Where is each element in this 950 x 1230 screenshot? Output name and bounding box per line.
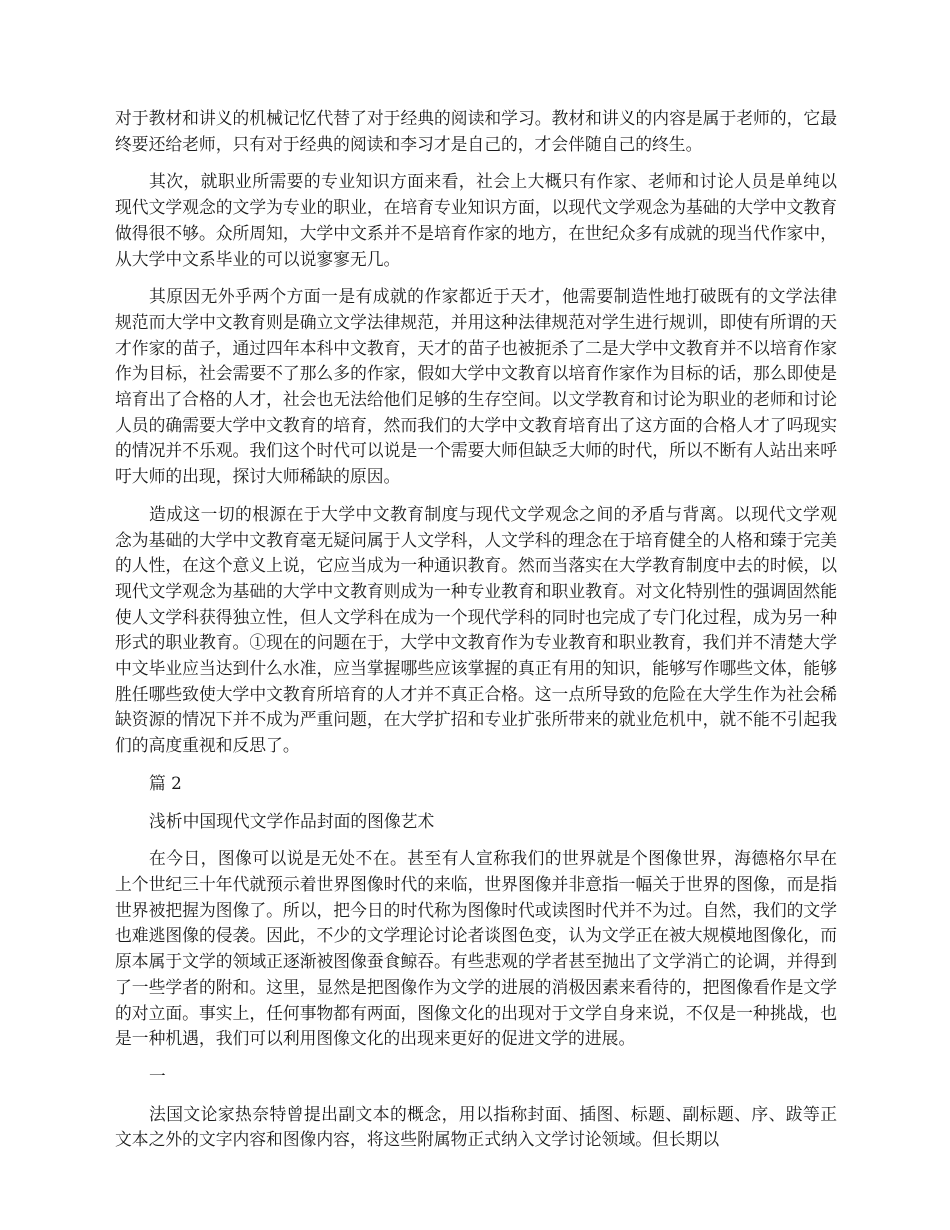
document-page [115, 106, 837, 1165]
article-title: 浅析中国现代文学作品封面的图像艺术 [149, 810, 435, 831]
paragraph: 在今日，图像可以说是无处不在。甚至有人宣称我们的世界就是个图像世界，海德格尔早在上个世纪三十年代就预示着世界图像时代的来临，世界图像并非意指一幅关于世界的图像，而是指世界被把握为图像了。所以，把今日的时代称为图像时代或读图时代并不为过。自然，我们的文学也难逃图像的侵袭。因此，不少的文学理论讨论者谈图色变，认为文学正在被大规模地图像化，而原本属于文学的领域正逐渐被图像蚕食鲸吞。有些悲观的学者甚至抛出了文学消亡的论调，并得到了一些学者的附和。这里，显然是把图像作为文学的进展的消极因素来看待的，把图像看作是文学的对立面。事实上，任何事物都有两面，图像文化的出现对于文学自身来说，不仅是一种挑战，也是一种机遇，我们可以利用图像文化的出现来更好的促进文学的进展。 [115, 848, 837, 1049]
section-number: 一 [149, 1065, 166, 1086]
paragraph: 其次，就职业所需要的专业知识方面来看，社会上大概只有作家、老师和讨论人员是单纯以现代文学观念的文学为专业的职业，在培育专业知识方面，以现代文学观念为基础的大学中文教育做得很不够。众所周知，大学中文系并不是培育作家的地方，在世纪众多有成就的现当代作家中，从大学中文系毕业的可以说寥寥无几。 [115, 171, 837, 269]
paragraph: 造成这一切的根源在于大学中文教育制度与现代文学观念之间的矛盾与背离。以现代文学观念为基础的大学中文教育毫无疑问属于人文学科，人文学科的理念在于培育健全的人格和臻于完美的人性，在这个意义上说，它应当成为一种通识教育。然而当落实在大学教育制度中去的时候，以现代文学观念为基础的大学中文教育则成为一种专业教育和职业教育。对文化特别性的强调固然能使人文学科获得独立性，但人文学科在成为一个现代学科的同时也完成了专门化过程，成为另一种形式的职业教育。①现在的问题在于，大学中文教育作为专业教育和职业教育，我们并不清楚大学中文毕业应当达到什么水准，应当掌握哪些应该掌握的真正有用的知识，能够写作哪些文体，能够胜任哪些致使大学中文教育所培育的人才并不真正合格。这一点所导致的危险在大学生作为社会稀缺资源的情况下并不成为严重问题，在大学扩招和专业扩张所带来的就业危机中，就不能不引起我们的高度重视和反思了。 [115, 503, 837, 756]
section-heading: 篇 2 [149, 772, 182, 793]
paragraph: 其原因无外乎两个方面一是有成就的作家都近于天才，他需要制造性地打破既有的文学法律规范而大学中文教育则是确立文学法律规范，并用这种法律规范对学生进行规训，即使有所谓的天才作家的苗子，通过四年本科中文教育，天才的苗子也被扼杀了二是大学中文教育并不以培育作家作为目标，社会需要不了那么多的作家，假如大学中文教育以培育作家作为目标的话，那么即使是培育出了合格的人才，社会也无法给他们足够的生存空间。以文学教育和讨论为职业的老师和讨论人员的确需要大学中文教育的培育，然而我们的大学中文教育培育出了这方面的合格人才了吗现实的情况并不乐观。我们这个时代可以说是一个需要大师但缺乏大师的时代，所以不断有人站出来呼吁大师的出现，探讨大师稀缺的原因。 [115, 286, 837, 487]
paragraph: 对于教材和讲义的机械记忆代替了对于经典的阅读和学习。教材和讲义的内容是属于老师的，它最终要还给老师，只有对于经典的阅读和李习才是自己的，才会伴随自己的终生。 [115, 108, 837, 154]
paragraph: 法国文论家热奈特曾提出副文本的概念，用以指称封面、插图、标题、副标题、序、跋等正文本之外的文字内容和图像内容，将这些附属物正式纳入文学讨论领域。但长期以 [115, 1103, 837, 1150]
